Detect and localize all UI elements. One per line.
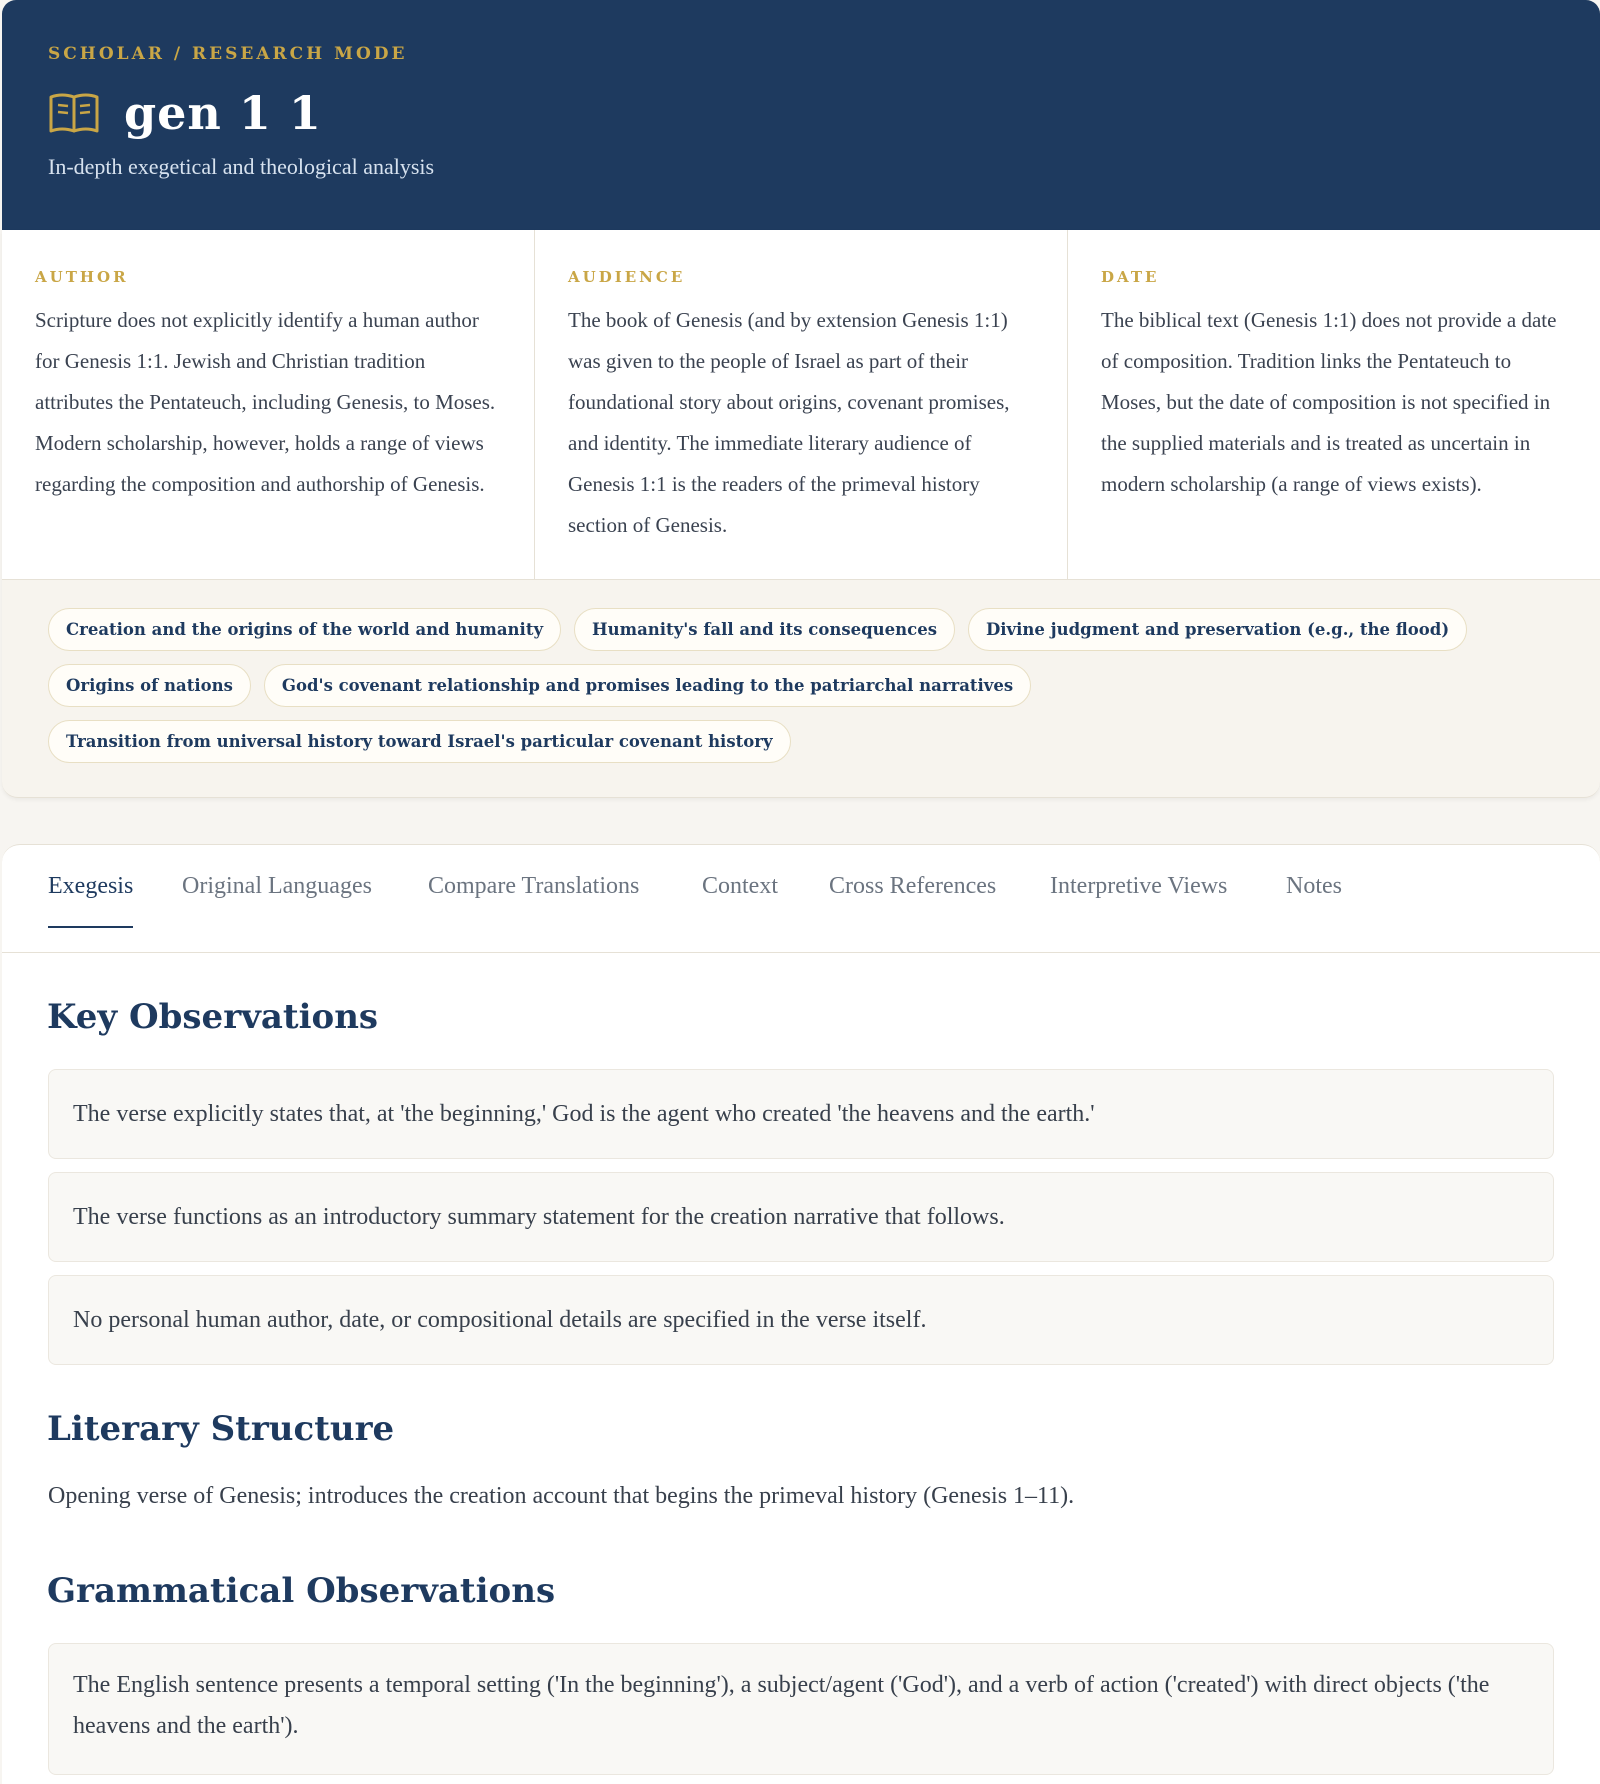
audience-label: AUDIENCE	[568, 268, 686, 286]
tab-bar	[2, 845, 1600, 953]
mode-label: SCHOLAR / RESEARCH MODE	[48, 44, 408, 64]
grammatical-item: The English sentence presents a temporal setting ('In the beginning'), a subject/agent ('God'), and a verb of action ('created') with direct objects ('the heavens and the earth').	[48, 1643, 1554, 1775]
theme-tag[interactable]: God's covenant relationship and promises leading to the patriarchal narratives	[264, 664, 1031, 707]
author-label: AUTHOR	[35, 268, 129, 286]
literary-structure-text: Opening verse of Genesis; introduces the creation account that begins the primeval history (Genesis 1–11).	[48, 1483, 1075, 1509]
tab-compare-translations[interactable]: Compare Translations	[428, 873, 640, 899]
tab-context[interactable]: Context	[702, 873, 778, 899]
tag-row	[48, 608, 1548, 651]
theme-tag[interactable]: Humanity's fall and its consequences	[574, 608, 955, 651]
tab-cross-references[interactable]: Cross References	[829, 873, 997, 899]
key-observations-heading: Key Observations	[47, 997, 379, 1037]
title-row	[48, 86, 322, 140]
literary-structure-heading: Literary Structure	[47, 1409, 395, 1449]
theme-tag[interactable]: Creation and the origins of the world and humanity	[48, 608, 561, 651]
page-subtitle: In-depth exegetical and theological analysis	[48, 154, 435, 179]
author-text: Scripture does not explicitly identify a human author for Genesis 1:1. Jewish and Christian tradition attributes the Pentateuch, including Genesis, to Moses. Modern scholarship, however, holds a range of views regarding the composition and authorship of Genesis.	[35, 308, 496, 496]
tag-row	[48, 664, 1548, 707]
info-columns	[2, 230, 1600, 580]
tab-interpretive-views[interactable]: Interpretive Views	[1050, 873, 1228, 899]
observation-item: No personal human author, date, or compositional details are specified in the verse itself.	[48, 1275, 1554, 1365]
audience-column	[535, 230, 1068, 579]
observation-item: The verse explicitly states that, at 'the beginning,' God is the agent who created 'the heavens and the earth.'	[48, 1069, 1554, 1159]
author-column	[2, 230, 535, 579]
date-column	[1068, 230, 1600, 579]
theme-tags	[48, 608, 1548, 776]
grammatical-observations-heading: Grammatical Observations	[47, 1571, 556, 1611]
analysis-panel	[2, 844, 1600, 1784]
page-title: gen 1 1	[124, 86, 322, 140]
tab-exegesis[interactable]: Exegesis	[48, 873, 133, 928]
book-info-card	[2, 230, 1600, 798]
theme-tag[interactable]: Transition from universal history toward Israel's particular covenant history	[48, 720, 791, 763]
date-label: DATE	[1101, 268, 1160, 286]
theme-tag[interactable]: Origins of nations	[48, 664, 251, 707]
observation-item: The verse functions as an introductory summary statement for the creation narrative that follows.	[48, 1172, 1554, 1262]
open-book-icon	[48, 91, 100, 135]
page-header	[2, 0, 1600, 230]
date-text: The biblical text (Genesis 1:1) does not provide a date of composition. Tradition links the Pentateuch to Moses, but the date of composition is not specified in the supplied materials and is treated as uncertain in modern scholarship (a range of views exists).	[1101, 308, 1557, 496]
tag-row	[48, 720, 1548, 763]
tab-notes[interactable]: Notes	[1286, 873, 1342, 899]
audience-text: The book of Genesis (and by extension Genesis 1:1) was given to the people of Israel as part of their foundational story about origins, covenant promises, and identity. The immediate literary audience of Genesis 1:1 is the readers of the primeval history section of Genesis.	[568, 308, 1010, 537]
theme-tag[interactable]: Divine judgment and preservation (e.g., the flood)	[968, 608, 1467, 651]
tab-original-languages[interactable]: Original Languages	[182, 873, 372, 899]
